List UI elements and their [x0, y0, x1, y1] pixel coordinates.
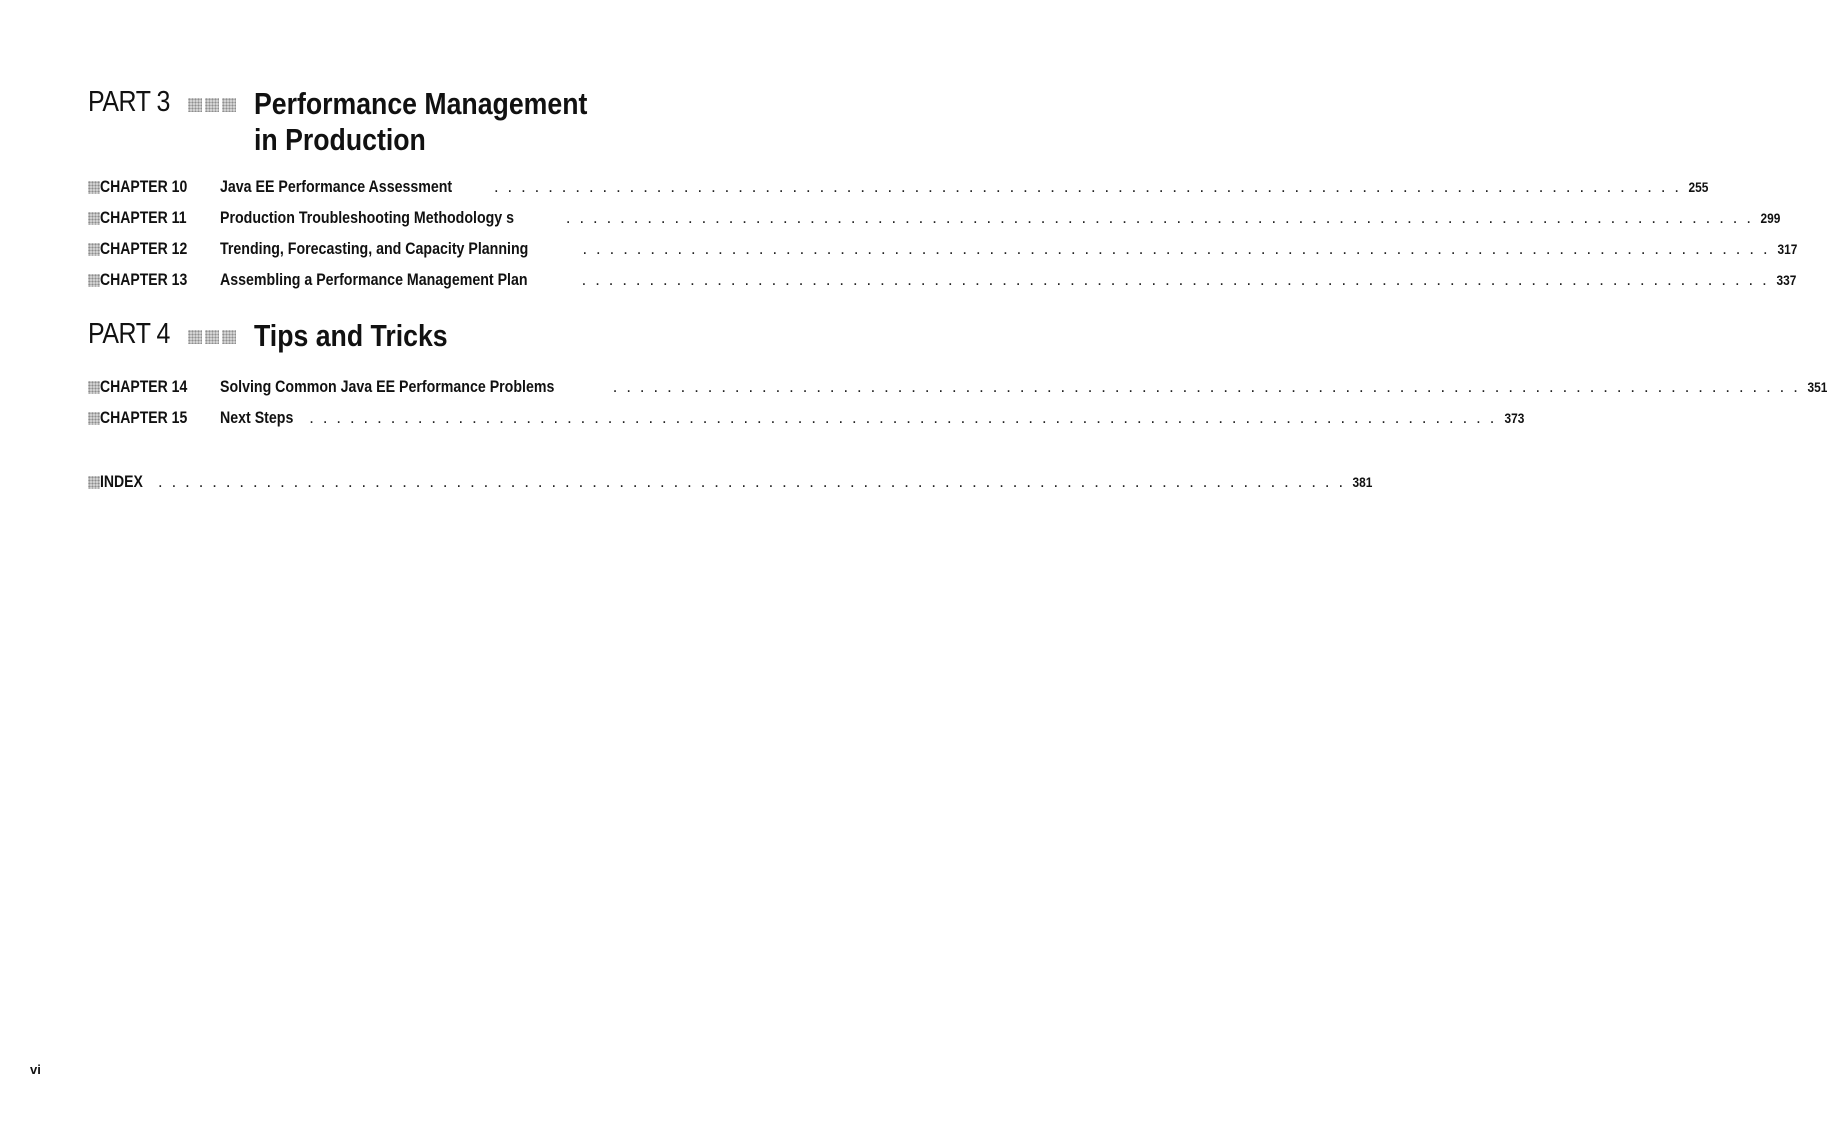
part-title — [254, 86, 587, 158]
page-number: 351 — [1807, 379, 1827, 395]
page-number: 381 — [1352, 474, 1373, 490]
page-number: 255 — [1688, 179, 1709, 195]
entry-marker — [88, 181, 100, 194]
chapter-number: CHAPTER 13 — [100, 271, 188, 289]
separator-square — [188, 330, 202, 344]
chapter-number: CHAPTER 10 — [100, 178, 188, 196]
part-title-line-2: in Production — [254, 122, 426, 157]
separator-square — [205, 330, 219, 344]
chapter-title: Java EE Performance Assessment — [220, 178, 453, 196]
chapter-number: CHAPTER 12 — [100, 240, 188, 258]
entry-marker — [88, 274, 100, 287]
entry-marker — [88, 476, 100, 489]
page-number: 373 — [1504, 410, 1524, 426]
separator-square — [205, 98, 219, 112]
leader-dots: . . . . . . . . . . . . . . . . . . . . . . . . . . . . . . . . . . . . . . . . . . . . . . . . . . . . . . . . . . . . . . . . . . . . . . . . . . . . . . . . . . . . . . . . — [581, 271, 1769, 289]
separator-square — [222, 330, 236, 344]
chapter-title: Solving Common Java EE Performance Problems — [220, 378, 555, 396]
toc-entry-chapter-13[interactable] — [88, 270, 1797, 290]
separator-square — [188, 98, 202, 112]
leader-dots: . . . . . . . . . . . . . . . . . . . . . . . . . . . . . . . . . . . . . . . . . . . . . . . . . . . . . . . . . . . . . . . . . . . . . . . . . . . . . . . . . . . . . . . . — [582, 240, 1770, 258]
part-separator-squares — [188, 330, 236, 344]
part-separator-squares — [188, 98, 236, 112]
chapter-title: Assembling a Performance Management Plan — [220, 271, 528, 289]
toc-entry-chapter-14[interactable] — [88, 377, 1827, 397]
chapter-number: CHAPTER 14 — [100, 378, 188, 396]
leader-dots: . . . . . . . . . . . . . . . . . . . . . . . . . . . . . . . . . . . . . . . . . . . . . . . . . . . . . . . . . . . . . . . . . . . . . . . . . . . . . . . . . . . . . . . . — [158, 473, 1346, 491]
part-3-heading — [88, 86, 728, 156]
index-label: INDEX — [100, 473, 143, 491]
toc-entry-chapter-15[interactable] — [88, 408, 1524, 428]
leader-dots: . . . . . . . . . . . . . . . . . . . . . . . . . . . . . . . . . . . . . . . . . . . . . . . . . . . . . . . . . . . . . . . . . . . . . . . . . . . . . . . . . . . . . . . . — [565, 209, 1754, 227]
page-number: 317 — [1777, 241, 1798, 257]
entry-marker — [88, 212, 100, 225]
entry-marker — [88, 412, 100, 425]
part-title — [254, 318, 448, 354]
part-4-heading — [88, 318, 728, 358]
chapter-title: Production Troubleshooting Methodology s — [220, 209, 515, 227]
separator-square — [222, 98, 236, 112]
page-number: 337 — [1776, 272, 1797, 288]
part-label: PART 4 — [88, 318, 170, 350]
page-number: 299 — [1760, 210, 1781, 226]
chapter-number: CHAPTER 11 — [100, 209, 187, 227]
toc-entry-chapter-10[interactable] — [88, 177, 1709, 197]
entry-marker — [88, 243, 100, 256]
entry-marker — [88, 381, 100, 394]
chapter-title: Next Steps — [220, 409, 294, 427]
part-title-line-1: Tips and Tricks — [254, 318, 448, 353]
page-folio: vi — [30, 1062, 41, 1077]
part-label: PART 3 — [88, 86, 170, 118]
leader-dots: . . . . . . . . . . . . . . . . . . . . . . . . . . . . . . . . . . . . . . . . . . . . . . . . . . . . . . . . . . . . . . . . . . . . . . . . . . . . . . . . . . . . . . . . — [309, 409, 1497, 427]
toc-entry-chapter-11[interactable] — [88, 208, 1781, 228]
part-title-line-1: Performance Management — [254, 86, 588, 121]
leader-dots: . . . . . . . . . . . . . . . . . . . . . . . . . . . . . . . . . . . . . . . . . . . . . . . . . . . . . . . . . . . . . . . . . . . . . . . . . . . . . . . . . . . . . . . . — [493, 178, 1682, 196]
toc-entry-index[interactable] — [88, 472, 1373, 492]
leader-dots: . . . . . . . . . . . . . . . . . . . . . . . . . . . . . . . . . . . . . . . . . . . . . . . . . . . . . . . . . . . . . . . . . . . . . . . . . . . . . . . . . . . . . . . . — [612, 378, 1801, 396]
chapter-number: CHAPTER 15 — [100, 409, 188, 427]
chapter-title: Trending, Forecasting, and Capacity Planning — [220, 240, 529, 258]
toc-entry-chapter-12[interactable] — [88, 239, 1798, 259]
